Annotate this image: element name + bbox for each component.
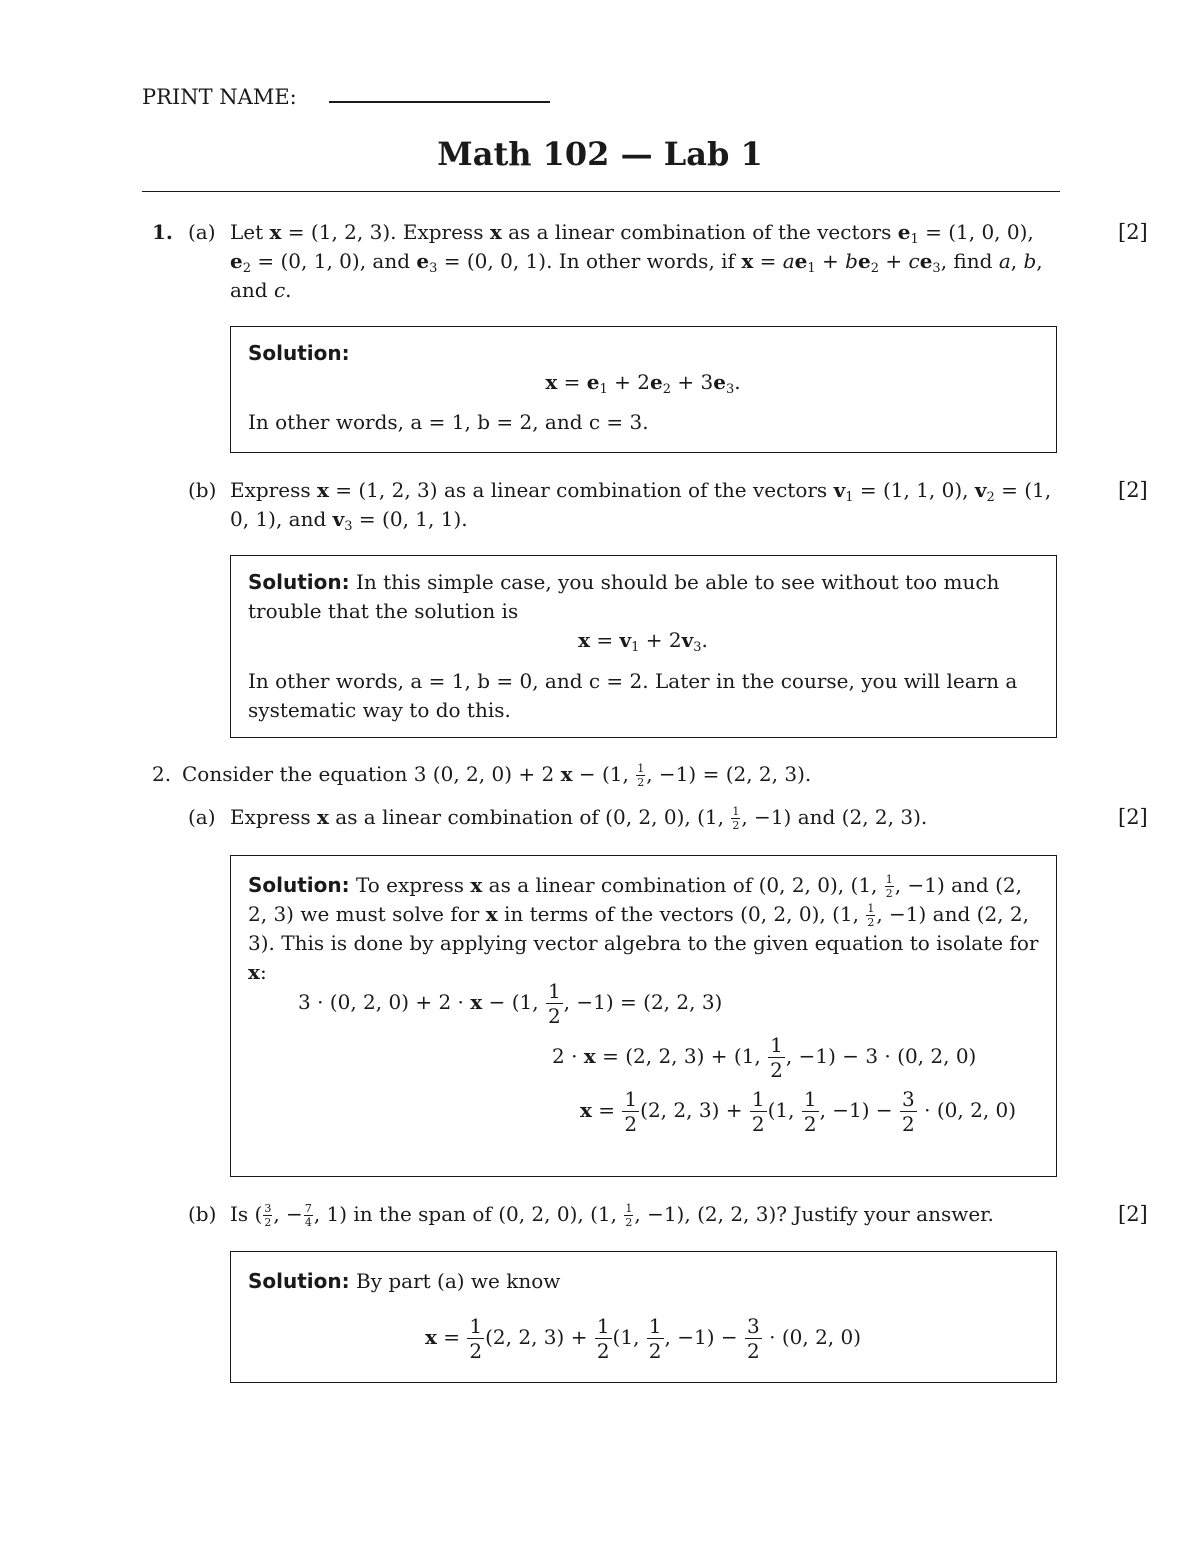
question-1b-points: [2]: [1118, 478, 1148, 502]
solution-box-2a: [230, 855, 1057, 1177]
question-2a-points: [2]: [1118, 805, 1148, 829]
question-1a-text: Let x = (1, 2, 3). Express x as a linear combination of the vectors $e_1 = (1$, 0, 0), $e_2 = (0$, 1, 0), and $e_3 = (0$, 0, 1). In other words, if $x = ae_1 + be_2 + ce_3$, find a, b, and c.: [230, 220, 1043, 302]
solution-label: Solution:: [248, 1269, 350, 1293]
title-rule: [142, 191, 1060, 192]
page-title: Math 102 — Lab 1: [437, 135, 763, 173]
solution-intro: Solution: To express x as a linear combination of (0, 2, 0), (1, $\frac{1}{2}$ , −1) and (2, 2, 3) we must solve for x in terms of the vectors (0, 2, 0), (1, $\frac{1}{2}$ , −1) and (2, 2, 3). This is done by applying vector algebra to the given equation to isolate for x:: [248, 873, 1039, 984]
solution-equation: x = $\frac{1}{2}$ (2, 2, 3) + $\frac{1}{2}$ (1, $\frac{1}{2}$ , −1) − $\frac{3}{2}$ · (0, 2, 0): [424, 1314, 862, 1363]
solution-label: Solution:: [248, 341, 350, 365]
solution-intro: [248, 1267, 560, 1295]
solution-intro: [248, 568, 1038, 626]
derivation-line-3: x = $\frac{1}{2}$ (2, 2, 3) + $\frac{1}{2}$ (1, $\frac{1}{2}$ , −1) − $\frac{3}{2}$ · (0, 2, 0): [580, 1087, 1017, 1136]
question-1a-label: (a): [188, 220, 216, 244]
solution-answer: In other words, a = 1, b = 0, and c = 2. Later in the course, you will learn a systematic way to do this.: [248, 669, 1018, 722]
solution-answer: In other words, a = 1, b = 2, and c = 3.: [248, 410, 649, 434]
derivation-line-2: 2 · x = (2, 2, 3) + (1, $\frac{1}{2}$ , −1) − 3 · (0, 2, 0): [552, 1033, 977, 1082]
question-2-number: 2.: [152, 762, 172, 786]
solution-box-1b: [230, 555, 1057, 738]
print-name-label: PRINT NAME:: [142, 85, 297, 109]
question-2b-label: (b): [188, 1202, 217, 1226]
question-2-text: Consider the equation 3 (0, 2, 0) + 2 x − (1, $\frac{1}{2}$ , −1) = (2, 2, 3).: [182, 762, 812, 789]
question-1b-label: (b): [188, 478, 217, 502]
question-2a-label: (a): [188, 805, 216, 829]
question-2b-points: [2]: [1118, 1202, 1148, 1226]
question-1a-points: [2]: [1118, 220, 1148, 244]
question-1b-text: Express x = (1, 2, 3) as a linear combination of the vectors $v_1 = (1$, 1, 0), $v_2 = (1$, 0, 1), and $v_3 = (0$, 1, 1).: [230, 478, 1052, 534]
solution-label: Solution:: [248, 570, 350, 594]
solution-label: Solution:: [248, 873, 350, 897]
solution-equation: $x = v_1 + 2v_3$.: [578, 628, 708, 655]
print-name-field[interactable]: [329, 101, 550, 103]
question-2a-text: Express x as a linear combination of (0, 2, 0), (1, $\frac{1}{2}$ , −1) and (2, 2, 3).: [230, 805, 928, 832]
solution-box-1a: [230, 326, 1057, 453]
solution-intro-text: In this simple case, you should be able to see without too much trouble that the solution is: [248, 570, 1000, 623]
question-1-number: 1.: [152, 220, 173, 244]
derivation-line-1: 3 · (0, 2, 0) + 2 · x − (1, $\frac{1}{2}$ , −1) = (2, 2, 3): [298, 979, 723, 1028]
solution-equation: $x = e_1 + 2e_2 + 3e_3$.: [545, 370, 741, 397]
solution-box-2b: [230, 1251, 1057, 1383]
solution-intro-text: By part (a) we know: [356, 1269, 561, 1293]
question-2b-text: Is ( $\frac{3}{2}$ , − $\frac{7}{4}$ , 1) in the span of (0, 2, 0), (1, $\frac{1}{2}$ , −1), (2, 2, 3)? Justify your answer.: [230, 1202, 994, 1229]
